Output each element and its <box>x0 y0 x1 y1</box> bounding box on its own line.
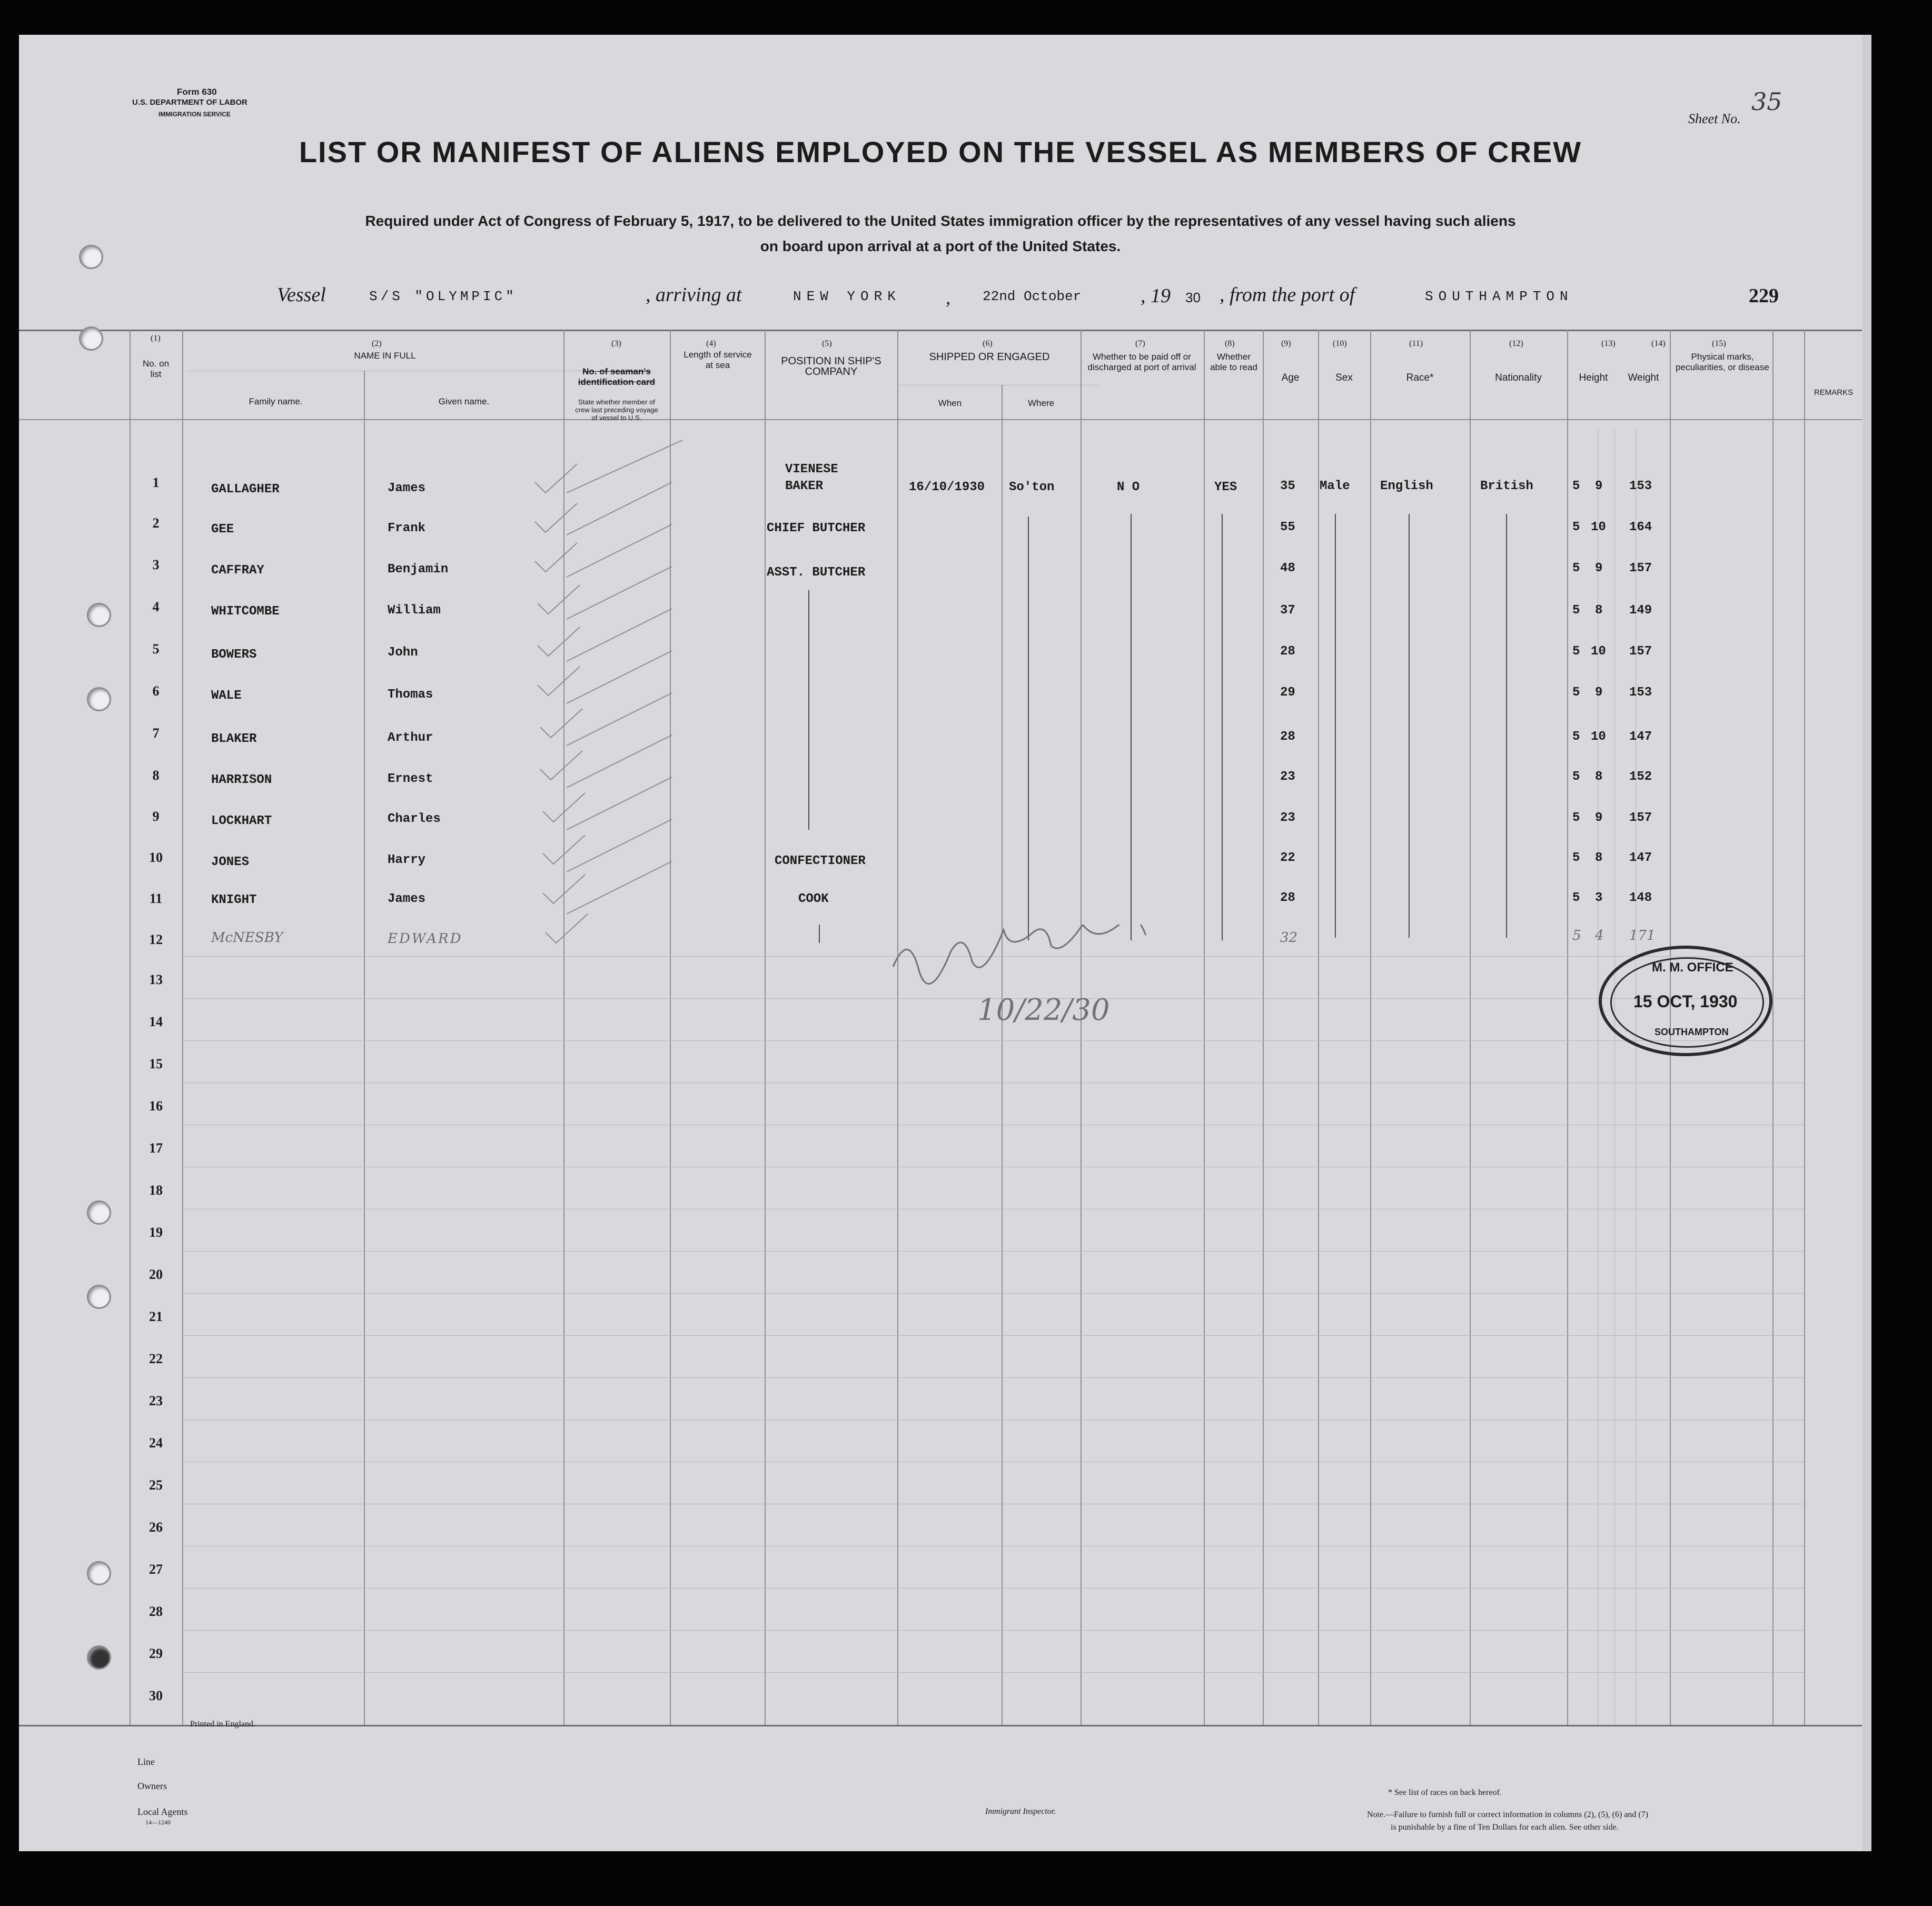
height-feet: 5 <box>1572 770 1580 784</box>
owners-label: Owners <box>137 1781 167 1791</box>
family-name: CAFFRAY <box>211 563 264 578</box>
vessel-name: S/S "OLYMPIC" <box>369 289 517 304</box>
col-num-2: (2) <box>372 339 382 348</box>
height-inches: 4 <box>1595 928 1604 944</box>
form-code: 14—1240 <box>145 1819 171 1826</box>
position: VIENESE <box>785 462 838 476</box>
sheet-number: 35 <box>1751 87 1782 116</box>
printed-in: Printed in England. <box>190 1720 255 1729</box>
stamp-top-text: M. M. OFFICE <box>1652 960 1733 975</box>
row-number: 9 <box>152 809 160 824</box>
line-label: Line <box>137 1756 155 1767</box>
page-title: LIST OR MANIFEST OF ALIENS EMPLOYED ON THE VESSEL AS MEMBERS OF CREW <box>299 135 1582 168</box>
fine-note-line-1: Note.—Failure to furnish full or correct information in columns (2), (5), (6) and (7) <box>1367 1810 1649 1819</box>
col-num-12: (12) <box>1509 339 1523 348</box>
header-when: When <box>938 398 962 408</box>
binder-hole <box>87 1285 111 1309</box>
height-inches: 8 <box>1595 770 1603 784</box>
inspector-label: Immigrant Inspector. <box>985 1807 1056 1816</box>
subtitle-line-2: on board upon arrival at a port of the United States. <box>760 238 1121 254</box>
header-name-in-full: NAME IN FULL <box>354 351 416 361</box>
col-num-1: (1) <box>151 334 161 343</box>
row-number-26: 26 <box>149 1520 163 1535</box>
header-age: Age <box>1281 372 1300 383</box>
sex: Male <box>1320 479 1350 493</box>
row-number-20: 20 <box>149 1267 163 1282</box>
row-number-23: 23 <box>149 1393 163 1408</box>
weight: 147 <box>1629 730 1652 744</box>
from-port-label: , from the port of <box>1220 284 1355 306</box>
height-feet: 5 <box>1572 603 1580 618</box>
header-race: Race* <box>1406 372 1434 383</box>
from-port: SOUTHAMPTON <box>1425 289 1573 304</box>
header-physical: Physical marks, peculiarities, or disease <box>1676 352 1769 372</box>
row-number: 12 <box>149 932 163 947</box>
col-num-6: (6) <box>983 339 993 348</box>
given-name: Ernest <box>388 772 433 786</box>
col-num-3: (3) <box>611 339 621 348</box>
signature-date: 10/22/30 <box>977 993 1110 1027</box>
height-feet: 5 <box>1572 644 1580 659</box>
binder-hole <box>79 326 103 351</box>
row-number-16: 16 <box>149 1098 163 1114</box>
height-feet: 5 <box>1572 686 1580 700</box>
height-inches: 9 <box>1595 686 1603 700</box>
row-number-24: 24 <box>149 1435 163 1451</box>
shipped-where: So'ton <box>1009 480 1055 494</box>
vessel-label: Vessel <box>277 284 326 306</box>
weight: 164 <box>1629 520 1652 534</box>
year-suffix: 30 <box>1185 290 1201 305</box>
row-number: 6 <box>152 683 160 699</box>
comma: , <box>946 287 950 308</box>
position: COOK <box>798 892 829 906</box>
shipped-when: 16/10/1930 <box>909 480 985 494</box>
col-num-13: (13) <box>1601 339 1616 348</box>
height-inches: 8 <box>1595 851 1603 865</box>
position: ASST. BUTCHER <box>767 565 866 580</box>
age: 28 <box>1280 891 1295 905</box>
height-inches: 9 <box>1595 561 1603 575</box>
row-number-22: 22 <box>149 1351 163 1366</box>
row-number-17: 17 <box>149 1140 163 1156</box>
age: 48 <box>1280 561 1295 575</box>
sheet-label: Sheet No. <box>1688 111 1741 126</box>
col-num-10: (10) <box>1333 339 1347 348</box>
header-no-on-list: No. on list <box>142 359 170 379</box>
position: CHIEF BUTCHER <box>767 521 866 535</box>
binder-hole <box>87 603 111 627</box>
header-nationality: Nationality <box>1495 372 1542 383</box>
header-family-name: Family name. <box>249 396 303 406</box>
height-feet: 5 <box>1572 479 1580 493</box>
given-name: Benjamin <box>388 562 449 577</box>
height-feet: 5 <box>1572 520 1580 534</box>
row-number: 2 <box>152 515 160 531</box>
family-name: GEE <box>211 522 234 537</box>
row-number: 5 <box>152 641 160 657</box>
header-remarks: REMARKS <box>1814 388 1854 397</box>
height-feet: 5 <box>1572 811 1580 825</box>
arrival-date: 22nd October <box>983 289 1082 304</box>
header-id-card-note: State whether member of crew last preceding voyage of vessel to U.S. <box>575 398 658 422</box>
header-sex: Sex <box>1335 372 1353 383</box>
row-number: 8 <box>152 768 160 783</box>
header-length-service: Length of service at sea <box>683 350 752 370</box>
binder-hole <box>87 1645 111 1670</box>
age: 55 <box>1280 520 1295 534</box>
col-num-8: (8) <box>1225 339 1235 348</box>
arriving-port: NEW YORK <box>793 289 901 304</box>
year-prefix: , 19 <box>1141 285 1171 307</box>
given-name: William <box>388 603 441 618</box>
header-id-card: No. of seaman's identification card <box>578 366 656 387</box>
col-num-14: (14) <box>1651 339 1666 348</box>
height-feet: 5 <box>1572 730 1580 744</box>
header-position: POSITION IN SHIP'S COMPANY <box>781 355 881 378</box>
col-num-9: (9) <box>1281 339 1291 348</box>
family-name: WALE <box>211 689 242 703</box>
weight: 171 <box>1629 928 1656 944</box>
given-name: Thomas <box>388 688 433 702</box>
height-feet: 5 <box>1572 928 1581 944</box>
col-num-11: (11) <box>1409 339 1423 348</box>
height-feet: 5 <box>1572 561 1580 575</box>
family-name: JONES <box>211 855 250 869</box>
age: 35 <box>1280 479 1295 493</box>
ditto-marks <box>19 293 1862 1762</box>
family-name: BLAKER <box>211 732 257 746</box>
age: 28 <box>1280 730 1295 744</box>
stamp-date: 15 OCT, 1930 <box>1633 992 1738 1011</box>
header-given-name: Given name. <box>438 396 490 406</box>
row-number-19: 19 <box>149 1225 163 1240</box>
row-number-18: 18 <box>149 1183 163 1198</box>
header-weight: Weight <box>1628 372 1659 383</box>
given-name: James <box>388 892 426 906</box>
row-number-30: 30 <box>149 1688 163 1703</box>
family-name: McNESBY <box>211 930 283 946</box>
manifest-table <box>19 293 1862 1762</box>
height-inches: 10 <box>1591 644 1606 659</box>
weight: 152 <box>1629 770 1652 784</box>
row-number: 11 <box>149 891 163 906</box>
family-name: BOWERS <box>211 648 257 662</box>
nationality: British <box>1480 479 1533 493</box>
age: 37 <box>1280 603 1295 618</box>
header-paid-off: Whether to be paid off or discharged at port of arrival <box>1087 352 1196 372</box>
binder-hole <box>87 1561 111 1585</box>
weight: 153 <box>1629 686 1652 700</box>
header-where: Where <box>1027 398 1055 408</box>
given-name: Harry <box>388 853 426 867</box>
race-note: * See list of races on back hereof. <box>1388 1788 1502 1797</box>
col-num-15: (15) <box>1712 339 1726 348</box>
family-name: GALLAGHER <box>211 482 280 497</box>
mm-office-stamp <box>1599 946 1772 1056</box>
row-number-29: 29 <box>149 1646 163 1661</box>
weight: 157 <box>1629 644 1652 659</box>
binder-hole <box>87 1200 111 1225</box>
row-number: 3 <box>152 557 160 572</box>
row-number-21: 21 <box>149 1309 163 1324</box>
height-feet: 5 <box>1572 891 1580 905</box>
col-num-4: (4) <box>706 339 716 348</box>
given-name: James <box>388 481 426 495</box>
family-name: KNIGHT <box>211 893 257 907</box>
header-able-read: Whether able to read <box>1210 352 1257 372</box>
row-number: 10 <box>149 850 163 865</box>
subtitle-line-1: Required under Act of Congress of February 5, 1917, to be delivered to the United States immigration officer by the representatives of any vessel having such aliens <box>365 213 1516 229</box>
row-number: 1 <box>152 475 160 490</box>
weight: 147 <box>1629 851 1652 865</box>
age: 28 <box>1280 644 1295 659</box>
given-name: John <box>388 646 418 660</box>
age: 32 <box>1280 930 1298 946</box>
race: English <box>1380 479 1433 493</box>
height-inches: 3 <box>1595 891 1603 905</box>
given-name: Arthur <box>388 731 433 745</box>
age: 29 <box>1280 686 1295 700</box>
row-number-14: 14 <box>149 1014 163 1029</box>
age: 23 <box>1280 770 1295 784</box>
row-number-27: 27 <box>149 1562 163 1577</box>
stamp-bottom-text: SOUTHAMPTON <box>1654 1027 1729 1037</box>
header-shipped: SHIPPED OR ENGAGED <box>929 351 1050 363</box>
height-inches: 9 <box>1595 811 1603 825</box>
weight: 148 <box>1629 891 1652 905</box>
binder-hole <box>87 687 111 711</box>
height-inches: 10 <box>1591 730 1606 744</box>
height-inches: 8 <box>1595 603 1603 618</box>
paid-off: N O <box>1117 480 1140 494</box>
weight: 153 <box>1629 479 1652 493</box>
height-inches: 9 <box>1595 479 1603 493</box>
row-number-25: 25 <box>149 1477 163 1493</box>
height-inches: 10 <box>1591 520 1606 534</box>
row-number-13: 13 <box>149 972 163 987</box>
binder-hole <box>79 245 103 269</box>
age: 23 <box>1280 811 1295 825</box>
family-name: HARRISON <box>211 773 272 787</box>
col-num-7: (7) <box>1135 339 1145 348</box>
position-line-2: BAKER <box>785 479 824 493</box>
department: U.S. DEPARTMENT OF LABOR <box>132 98 247 107</box>
header-height: Height <box>1579 372 1608 383</box>
col-num-5: (5) <box>822 339 832 348</box>
age: 22 <box>1280 851 1295 865</box>
weight: 157 <box>1629 811 1652 825</box>
manifest-page <box>19 35 1871 1851</box>
row-number: 4 <box>152 599 160 614</box>
arriving-label: , arriving at <box>646 284 742 306</box>
position: CONFECTIONER <box>775 854 866 868</box>
row-number-15: 15 <box>149 1056 163 1071</box>
fine-note-line-2: is punishable by a fine of Ten Dollars for each alien. See other side. <box>1391 1823 1619 1832</box>
row-number: 7 <box>152 726 160 741</box>
height-feet: 5 <box>1572 851 1580 865</box>
able-to-read: YES <box>1214 480 1237 494</box>
given-name: EDWARD <box>388 931 463 947</box>
family-name: LOCKHART <box>211 814 272 828</box>
given-name: Frank <box>388 521 426 535</box>
row-number-28: 28 <box>149 1604 163 1619</box>
form-number: Form 630 <box>177 87 217 97</box>
family-name: WHITCOMBE <box>211 604 280 619</box>
page-number: 229 <box>1749 285 1779 307</box>
weight: 149 <box>1629 603 1652 618</box>
given-name: Charles <box>388 812 441 826</box>
service: IMMIGRATION SERVICE <box>158 111 231 118</box>
local-agents-label: Local Agents <box>137 1806 188 1817</box>
weight: 157 <box>1629 561 1652 575</box>
